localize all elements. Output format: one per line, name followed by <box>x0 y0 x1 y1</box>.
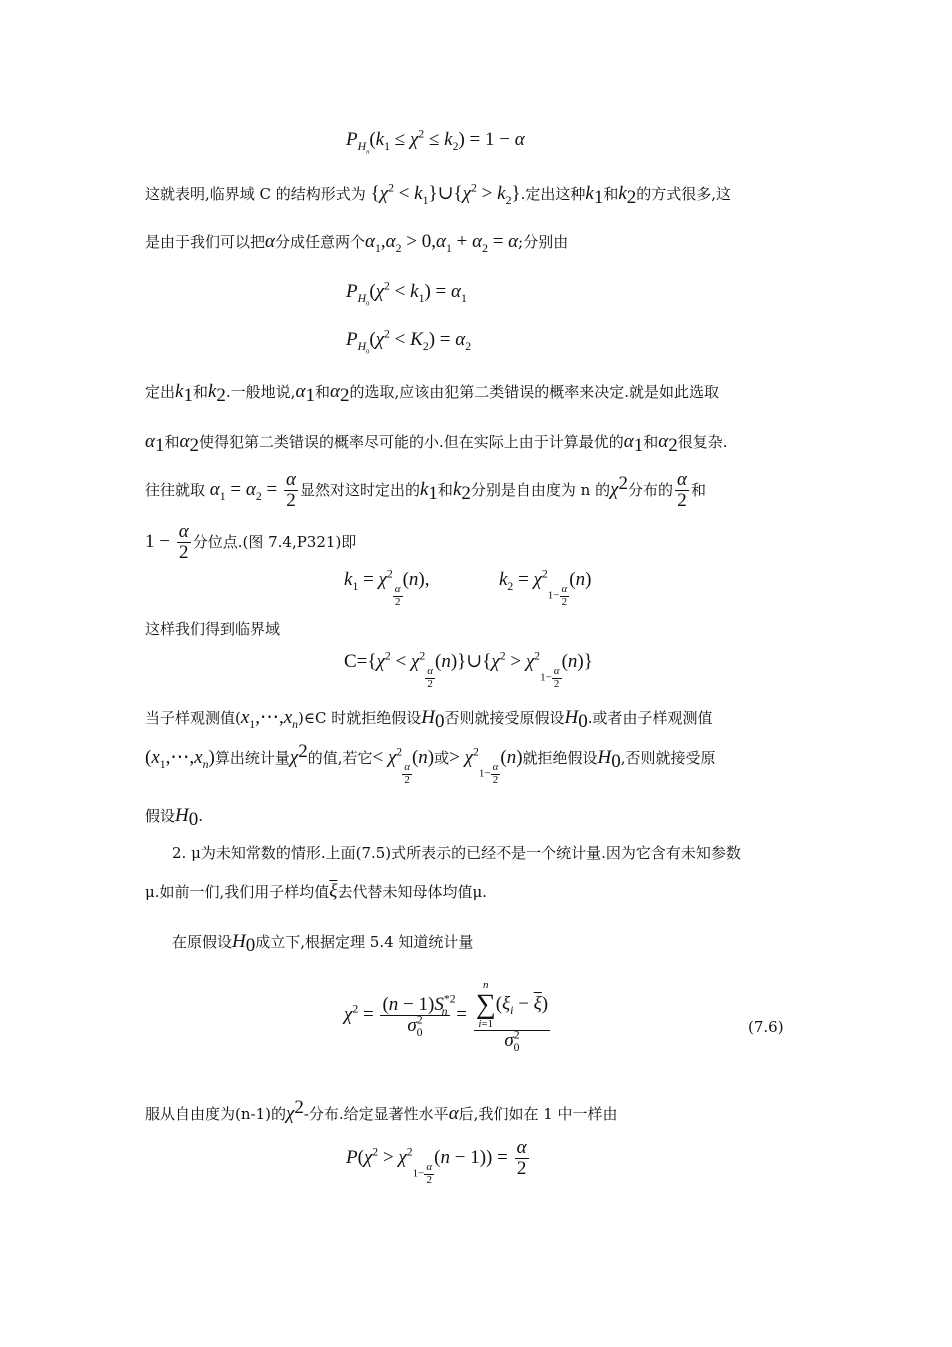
text-span: 否则就接受原假设 <box>444 709 565 727</box>
paragraph-line: 当子样观测值$(x_1,\cdots,x_n)\in C$ 时就拒绝假设$H_0$否则就接受原假设$H_0$.或者由子样观测值 <box>145 707 713 732</box>
paragraph-line: 假设$H_0$. <box>145 805 204 830</box>
text-span: 定出 <box>145 383 176 401</box>
text-span: .一般地说, <box>225 383 296 401</box>
text-span: 成立下,根据定理 5.4 知道统计量 <box>255 933 474 951</box>
text-span: 和 <box>192 383 208 401</box>
paragraph-line: 这就表明,临界域 C 的结构形式为 {$\chi^2$ < $k_1\}\cup\{\chi^2 > k_2\}$.定出这种$k_1$和$k_2$的方式很多,这 <box>145 181 732 208</box>
text-span: 或 <box>434 749 450 767</box>
text-span: 和 <box>314 383 330 401</box>
text-span: 服从自由度为(n-1)的 <box>145 1105 286 1123</box>
text-span: 这样我们得到临界域 <box>145 620 281 638</box>
text-span: 分别是自由度为 n 的 <box>470 480 611 499</box>
text-span: 使得犯第二类错误的概率尽可能的小.但在实际上由于计算最优的 <box>198 433 624 451</box>
text-span: 假设 <box>145 807 176 825</box>
text-span: 和 <box>643 433 659 451</box>
text-span: 去代替未知母体均值μ. <box>337 883 487 901</box>
paragraph-line: 在原假设$H_0$成立下,根据定理 5.4 知道统计量 <box>172 931 474 956</box>
text-span: 在原假设 <box>172 933 233 951</box>
text-span: (7.6) <box>748 1018 784 1036</box>
text-span: 就拒绝假设 <box>522 749 598 767</box>
text-span: 和 <box>603 185 619 203</box>
equation-alpha1: $P_{H_0}(\chi^2 < k_1) = \alpha_1$ <box>346 279 467 308</box>
text-span: .或者由子样观测值 <box>587 709 713 727</box>
text-span: 后,我们如在 1 中一样由 <box>458 1105 618 1123</box>
text-span: 很复杂. <box>677 433 728 451</box>
paragraph-line: μ.如前一们,我们用子样均值$\overline{\xi}$去代替未知母体均值μ. <box>145 881 487 902</box>
paragraph-line: 是由于我们可以把α分成任意两个$\alpha_1,\alpha_2 > 0,\alpha_1 + \alpha_2 = \alpha$;分别由 <box>145 231 569 255</box>
text-span: 和 <box>690 480 706 499</box>
paragraph-line: 往往就取 $\alpha_1 = \alpha_2$ = $\frac{\alpha}{2}$ 显然对这时定出的$k_1$和$k_2$分别是自由度为 n 的$\chi^2$分布的 $\frac{\alpha}{2}$ 和 <box>145 469 706 512</box>
equation-k-values: $k_1 = \chi^2$ $\frac{\alpha}{2}$ (n), $k_2 = \chi^21-$ $\frac{\alpha}{2}$ (n) <box>344 567 592 608</box>
equation-number <box>748 1020 784 1035</box>
text-span: ,否则就接受原 <box>620 749 716 767</box>
text-span: 2. μ为未知常数的情形.上面(7.5)式所表示的已经不是一个统计量.因为它含有未知参数 <box>172 844 741 862</box>
text-span: ;分别由 <box>518 233 569 251</box>
text-span: 的选取,应该由犯第二类错误的概率来决定.就是如此选取 <box>349 383 719 401</box>
text-span: 这就表明,临界域 C 的结构形式为 <box>145 185 366 203</box>
equation-probability-interval: $P_{H_n}(k_1 \le \chi^2 \le k_2) = 1 - \alpha$ <box>346 127 525 156</box>
text-span: 的方式很多,这 <box>636 185 732 203</box>
equation-critical-region: $C=\{\chi^2 < \chi^2$ $\frac{\alpha}{2}$ $(n)\}\cup\{\chi^2 > \chi^21-$ $\frac{\alpha}{2}$ (n)} <box>344 649 593 690</box>
equation-7-6: $\chi^2$ = $\frac{(n - 1)S^{*2}_n}{\sigma^2_0}$ = n ∑ i=1 $(\xi_i - \overline{\xi})$ $\sigma^2_0$ <box>344 979 549 1054</box>
text-span: 的值,若它 <box>307 749 373 767</box>
text-span: )∈C 时就拒绝假设 <box>298 709 422 727</box>
text-span: -分布.给定显著性水平 <box>303 1105 449 1123</box>
text-span: 和 <box>437 480 453 499</box>
text-span: 分布的 <box>627 480 673 499</box>
paragraph-line: 1 − $\frac{\alpha}{2}$ 分位点.(图 7.4,P321)即 <box>145 521 357 563</box>
paragraph-line <box>172 846 741 861</box>
text-span: 是由于我们可以把 <box>145 233 266 251</box>
text-span: 和 <box>164 433 180 451</box>
paragraph-line <box>145 622 280 637</box>
paragraph-line: $(x_1,\cdots,x_n)$算出统计量$\chi^2$的值,若它< $\chi^2$ $\frac{\alpha}{2}$ (n)或> $\chi^21-$ $\frac{\alpha}{2}$ (n)就拒绝假设$H_0$,否则就接受原 <box>145 741 716 786</box>
text-span: 当子样观测值( <box>145 709 241 727</box>
paragraph-line: $\alpha_1$和$\alpha_2$使得犯第二类错误的概率尽可能的小.但在实际上由于计算最优的$\alpha_1$和$\alpha_2$很复杂. <box>145 431 728 456</box>
text-span: 算出统计量 <box>214 749 290 767</box>
text-span: .定出这种 <box>520 185 586 203</box>
text-span: 往往就取 <box>145 480 206 499</box>
paragraph-line: 定出$k_1$和$k_2$.一般地说$,\alpha_1$和$\alpha_2$的选取,应该由犯第二类错误的概率来决定.就是如此选取 <box>145 381 719 406</box>
equation-upper-tail: $P(\chi^2 > \chi^21-$ $\frac{\alpha}{2}$ (n − 1)) = $\frac{\alpha}{2}$ <box>346 1137 527 1186</box>
text-span: 显然对这时定出的 <box>299 480 420 499</box>
equation-alpha2: $P_{H_0}(\chi^2 < K_2) = \alpha_2$ <box>346 327 472 356</box>
text-span: μ.如前一们,我们用子样均值 <box>145 883 330 901</box>
text-span: 分位点.(图 7.4,P321)即 <box>192 532 357 551</box>
text-span: 分成任意两个 <box>275 233 366 251</box>
paragraph-line: 服从自由度为(n-1)的$\chi^2-$分布.给定显著性水平α后,我们如在 1 中一样由 <box>145 1097 618 1124</box>
